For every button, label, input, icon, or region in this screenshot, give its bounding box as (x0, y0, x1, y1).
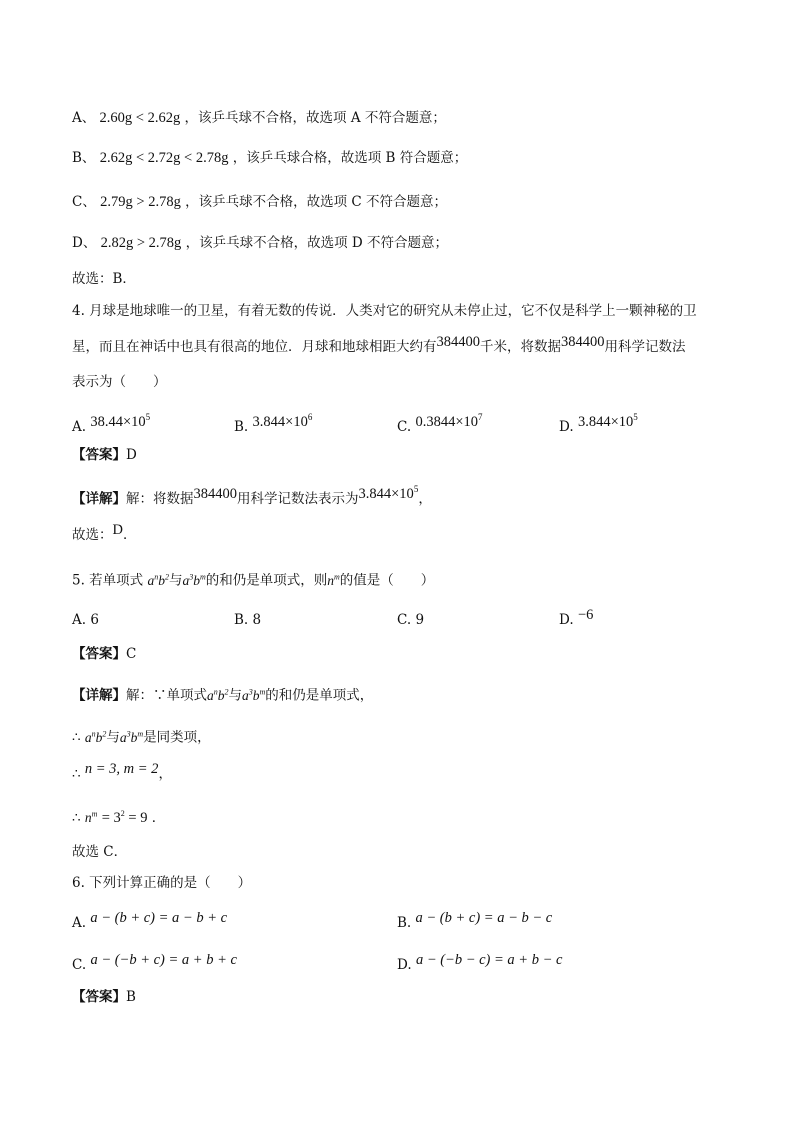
exponent: 5 (633, 412, 638, 422)
detail-text: 与 (228, 687, 242, 704)
equation-part: = 9 (128, 809, 148, 826)
q4-stem-line3: 表示为（ ） (72, 374, 167, 390)
q4-stem-line1: 4. 月球是地球唯一的卫星，有着无数的传说．人类对它的研究从未停止过，它不仅是科学上一颗神秘的卫 (72, 303, 697, 319)
option-label: A. (72, 612, 87, 628)
therefore-symbol: ∴ (72, 766, 81, 782)
analysis-text: ，该乒乓球不合格，故选项 A 不符合题意； (184, 110, 446, 126)
q6-option-b (397, 910, 553, 933)
q6-option-c (72, 952, 237, 975)
q5-option-c (397, 610, 424, 630)
step-text: 与 (106, 729, 120, 746)
option-equation: a − (−b + c) = a + b + c (90, 952, 237, 968)
option-label: B、 (72, 150, 96, 166)
base: 3.844×10 (358, 485, 414, 502)
q5-detail (72, 682, 373, 706)
answer-value: B (126, 989, 136, 1005)
exponent: 5 (413, 484, 419, 494)
analysis-text: ，该乒乓球不合格，故选项 C 不符合题意； (185, 194, 448, 210)
inequality: 2.82g > 2.78g (100, 235, 182, 251)
stem-text: 与 (168, 572, 183, 589)
analysis-text: ，该乒乓球合格，故选项 B 符合题意； (232, 150, 468, 166)
base: 38.44×10 (90, 413, 146, 430)
option-label: C、 (72, 194, 96, 210)
q4-option-d (559, 412, 638, 437)
answer-value: C (126, 646, 137, 662)
punctuation: ， (158, 766, 172, 782)
exponent: 5 (145, 412, 151, 422)
q4-stem-line2 (72, 334, 686, 357)
exponent: 2 (120, 809, 125, 818)
q3-option-c-analysis (72, 192, 447, 212)
option-value (90, 414, 150, 430)
monomial-1: $a^nb^2$ (207, 687, 229, 703)
equation: n = 3, m = 2 (84, 761, 159, 777)
option-label: C. (397, 418, 412, 435)
option-equation: a − (b + c) = a − b − c (415, 910, 553, 926)
q6-option-d (397, 952, 563, 975)
option-value: 9 (415, 612, 425, 628)
option-label: A、 (72, 110, 96, 126)
stem-text: 的值是（ ） (339, 572, 435, 589)
option-value: 6 (90, 612, 99, 628)
answer-value: D (126, 447, 137, 463)
number: 384400 (193, 485, 237, 502)
answer-letter: D (112, 522, 123, 538)
number: 384400 (436, 334, 480, 350)
exponent: 6 (307, 412, 313, 422)
option-value (253, 414, 313, 430)
q5-option-d (559, 607, 594, 630)
step-text: 是同类项， (143, 729, 211, 746)
base: 0.3844×10 (415, 413, 478, 430)
inequality: 2.79g > 2.78g (100, 194, 181, 210)
q5-option-b (234, 610, 261, 630)
inequality: 2.60g < 2.62g (99, 110, 181, 126)
option-label: A. (72, 915, 87, 931)
power-expression: $n^m$ (327, 572, 340, 588)
option-label: D、 (72, 235, 97, 251)
option-label: B. (397, 915, 412, 931)
q4-option-b (234, 412, 312, 437)
detail-tag: 【详解】 (72, 490, 126, 507)
exponent: 7 (478, 412, 483, 422)
q5-step1 (72, 724, 211, 748)
option-label: D. (559, 418, 574, 435)
equation-part: = 3 (101, 809, 121, 826)
punctuation: ， (418, 490, 432, 507)
q4-option-a (72, 412, 150, 437)
stem-text: 的和仍是单项式，则 (205, 572, 328, 589)
q4-detail (72, 484, 432, 509)
therefore-symbol: ∴ (72, 729, 81, 746)
option-label: B. (234, 418, 249, 435)
q5-stem (72, 567, 434, 591)
monomial-1: $a^nb^2$ (84, 729, 107, 745)
punctuation: ． (122, 527, 137, 543)
option-label: B. (234, 612, 249, 628)
scientific-notation (359, 486, 419, 502)
answer-tag: 【答案】 (72, 646, 126, 662)
q5-step3 (72, 804, 165, 828)
detail-text: 解：将数据 (126, 490, 194, 507)
q5-option-a (72, 610, 99, 630)
stem-text: 千米，将数据 (480, 339, 561, 355)
q3-option-d-analysis (72, 233, 448, 253)
q4-answer (72, 445, 137, 465)
q6-stem: 6. 下列计算正确的是（ ） (72, 875, 252, 891)
answer-tag: 【答案】 (72, 989, 126, 1005)
q5-conclusion: 故选 C． (72, 844, 128, 860)
q4-conclusion (72, 522, 137, 545)
q3-option-b-analysis (72, 148, 467, 168)
option-label: C. (397, 612, 412, 628)
option-value (578, 414, 638, 430)
monomial-2: $a^3b^m$ (242, 687, 266, 703)
q4-option-c (397, 412, 483, 437)
conclusion-text: 故选： (72, 527, 113, 543)
q6-option-a (72, 910, 228, 933)
q5-answer (72, 644, 136, 664)
option-equation: a − (b + c) = a − b + c (90, 910, 228, 926)
detail-text: 解：∵单项式 (126, 687, 207, 704)
inequality: 2.62g < 2.72g < 2.78g (99, 150, 229, 166)
option-value (415, 414, 482, 430)
analysis-text: ，该乒乓球不合格，故选项 D 不符合题意； (185, 235, 449, 251)
detail-text: 的和仍是单项式， (265, 687, 374, 704)
q3-option-a-analysis (72, 108, 446, 128)
therefore-symbol: ∴ (72, 809, 81, 826)
punctuation: ． (151, 809, 166, 826)
base: 3.844×10 (577, 413, 634, 430)
equation (102, 810, 148, 826)
answer-tag: 【答案】 (72, 447, 126, 463)
monomial-2: $a^3b^m$ (119, 729, 144, 745)
stem-text: 5. 若单项式 (72, 572, 144, 589)
base: 3.844×10 (252, 413, 308, 430)
option-label: D. (559, 612, 574, 628)
monomial-2: $a^3b^m$ (182, 572, 206, 588)
option-value: 8 (252, 612, 262, 628)
q5-step2 (72, 761, 172, 784)
option-equation: a − (−b − c) = a + b − c (415, 952, 563, 968)
option-label: A. (72, 418, 87, 435)
detail-tag: 【详解】 (72, 687, 126, 704)
stem-text: 用科学记数法 (604, 339, 686, 355)
number: 384400 (561, 334, 605, 350)
q6-answer (72, 987, 136, 1007)
detail-text: 用科学记数法表示为 (237, 490, 359, 507)
option-label: D. (397, 957, 412, 973)
option-value: −6 (577, 607, 594, 623)
power-expression: $n^m$ (84, 809, 98, 825)
monomial-1: $a^nb^2$ (147, 572, 169, 588)
stem-text: 星，而且在神话中也具有很高的地位．月球和地球相距大约有 (72, 339, 437, 355)
option-label: C. (72, 957, 87, 973)
q3-conclusion: 故选：B． (72, 271, 136, 287)
